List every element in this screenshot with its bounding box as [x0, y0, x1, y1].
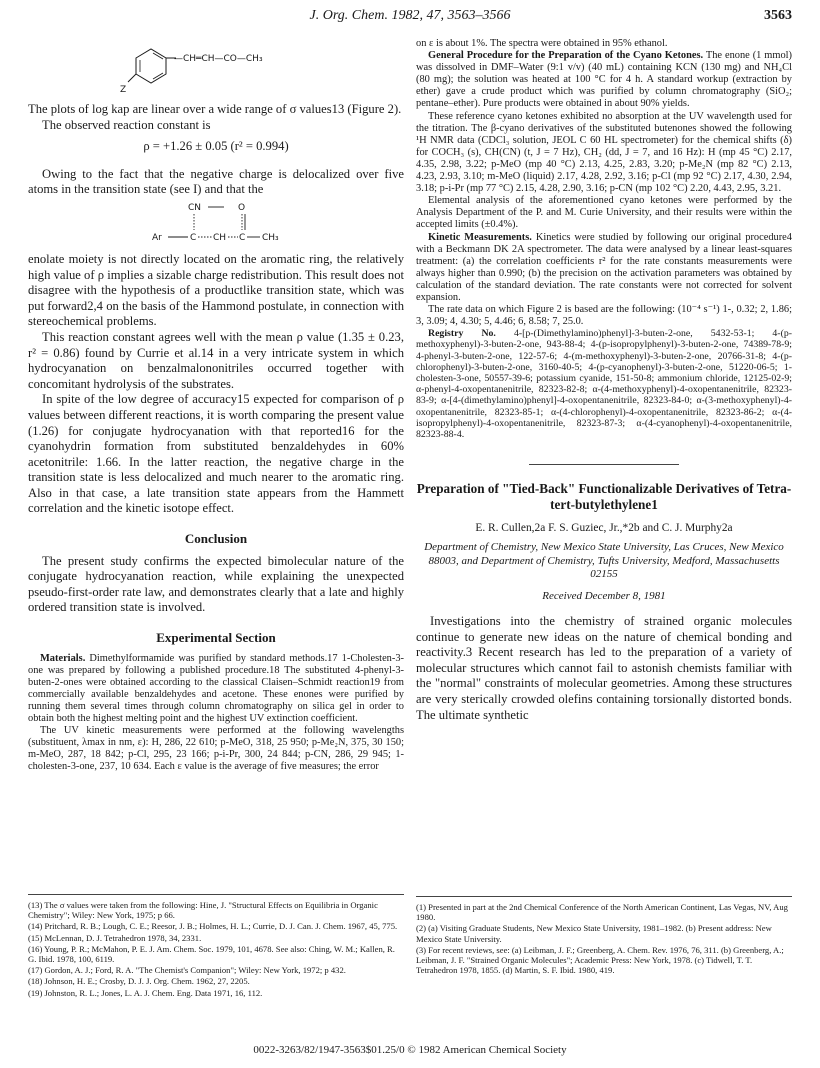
materials-paragraph [28, 653, 404, 726]
aryl-label: Ar [152, 232, 162, 243]
article-divider [529, 464, 679, 465]
article-authors: E. R. Cullen,2a F. S. Guziec, Jr.,*2b and C. J. Murphy2a [475, 522, 733, 535]
kinetic-paragraph [416, 232, 792, 305]
paragraph: Owing to the fact that the negative charge is delocalized over five atoms in the transition state (see I) and that the [28, 166, 404, 197]
footnotes-right [416, 896, 792, 976]
paragraph-text: Kinetics were studied by following our original procedure4 with a Beckmann DK 2A spectrometer. The data were analysed by a linear least-squares treatment: (a) the correlation coefficients r² for the rate constants measurements were always higher than 0.990; (b) the precision on the activation parameters was obtained by calculation of the standard deviation. The rate constants were not corrected for solvent expansion. [416, 231, 792, 303]
paragraph-text: 4-[p-(Dimethylamino)phenyl]-3-buten-2-one, 5432-53-1; 4-(p-methoxyphenyl)-3-buten-2-one, 943-88-4; 4-(p-isopropylphenyl)-3-buten-2-one, 74389-78-9; 4-phenyl-3-buten-2-one, 122-57-6; 4-(m-methoxyphenyl)-3-buten-2-one, 20766-31-8; 4-(p-chlorophenyl)-3-buten-2-one, 3160-40-5; 4-(p-cyanophenyl)-3-buten-2-one, 51220-06-5; 1-cholesten-3-one, 50557-39-6; potassium cyanide, 151-50-8; ammonium chloride, 12125-02-9; α-phenyl-4-oxopentanenitrile, 82323-82-8; α-(4-methoxyphenyl)-4-oxopentanenitrile, 82323-83-9; α-[4-(dimethylamino)phenyl]-4-oxopentanenitrile, 82323-84-0; α-(3-methoxyphenyl)-4-oxopentanenitrile, 82323-85-1; α-(4-chlorophenyl)-4-oxopentanenitrile, 82323-86-2; α-(4-isopropylphenyl)-4-oxopentanenitrile, 82323-87-3; α-(4-cyanophenyl)-4-oxopentanenitrile, 82323-88-4. [416, 328, 792, 441]
right-column [416, 38, 792, 723]
footnote: (1) Presented in part at the 2nd Chemical Conference of the North American Continent, Las Vegas, NV, Aug 1980. [416, 902, 788, 923]
uv-paragraph: The UV kinetic measurements were performed at the following wavelengths (substituent, λmax in nm, ε): H, 286, 22 610; p-MeO, 318, 25 950; p-Me₂N, 375, 30 150; m-MeO, 287, 18 842; p-Cl, 295, 23 166; p-i-Pr, 300, 24 844; p-CN, 286, 29 945; 1-cholesten-3-one, 237, 10 634. Each ε value is the average of five measures; the error [28, 725, 404, 773]
left-column [28, 38, 404, 774]
elemental-paragraph: Elemental analysis of the aforementioned cyano ketones were performed by the Analysis Department of the P. and M. Curie University, and their results were within the accepted limits (±0.4%). [416, 195, 792, 231]
run-in-heading: Registry No. [428, 328, 496, 340]
paragraph: on ε is about 1%. The spectra were obtained in 95% ethanol. [416, 38, 668, 49]
run-in-heading: General Procedure for the Preparation of the Cyano Ketones. [428, 50, 704, 62]
running-header [28, 8, 792, 30]
footnote: (19) Johnston, R. L.; Jones, L. A. J. Chem. Eng. Data 1971, 16, 112. [28, 987, 263, 998]
paragraph: enolate moiety is not directly located on the aromatic ring, the relatively high value of ρ implies a sizable charge redistribution. This result does not disagree with the hypothesis of a productlike transition state, which was put forward2,4 on the basis of the Hammond postulate, in connection with stereochemical problems. [28, 251, 404, 329]
ch-label: CH [213, 232, 227, 243]
paragraph-text: Dimethylformamide was purified by standard methods.17 1-Cholesten-3-one was prepared by following a published procedure.18 The substituted 4-phenyl-3-buten-2-ones were obtained according to the classical Claisen–Schmidt reaction19 from commercially available benzaldehydes and acetone. These enones were purified by running them several times through column chromatography on silica gel in order to obtain both the highest melting point and the highest UV extinction coefficient. [28, 652, 404, 725]
rate-data-paragraph: The rate data on which Figure 2 is based are the following: (10⁻⁴ s⁻¹) 1-, 0.32; 2, 1.86; 3, 3.09; 4, 4.30; 5, 4.46; 6, 8.58; 7, 25.0. [416, 304, 792, 328]
equation-rho: ρ = +1.26 ± 0.05 (r² = 0.994) [143, 139, 289, 154]
conclusion-heading: Conclusion [184, 531, 248, 547]
article-affiliation: Department of Chemistry, New Mexico State University, Las Cruces, New Mexico 88003, and Department of Chemistry, Tufts University, Medford, Massachusetts 02155 [424, 541, 784, 580]
nmr-paragraph: These reference cyano ketones exhibited no absorption at the UV wavelength used for the titration. The β-cyano derivatives of the substituted butenones showed the following ¹H NMR data (CDCl₃ solution, JEOL C 60 HL spectrometer) for the chemical shifts (δ) for COCH₃ (s), CH(CN) (t, J = 7 Hz), CH₂ (dd, J = 7, and 16 Hz): H (mp 45 °C) 2.17, 4.35, 2.98, 3.22; p-MeO (mp 40 °C) 2.13, 4.25, 2.83, 3.20; p-Me₂N (mp 82 °C) 2.13, 4.23, 2.93, 3.10; m-MeO (liquid) 2.17, 4.28, 2.92, 3.16; p-Cl (mp 92 °C) 2.17, 4.30, 2.94, 3.18; p-i-Pr (mp 77 °C) 2.15, 4.28, 2.90, 3.16; p-CN (mp 102 °C) 2.20, 4.43, 2.95, 3.21. [416, 110, 792, 195]
intro-paragraph: Investigations into the chemistry of strained organic molecules continue to generate new ideas on the nature of chemical bonding and reactivity.3 Recent research has led to the preparation of a variety of molecular structures which cannot fail to astonish chemists familiar with the "normal" constraints of molecular geometries. Among these structures are very sterically crowded olefins containing torsionally distorted bonds. The ultimate synthetic [416, 614, 792, 722]
article-title: Preparation of "Tied-Back" Functionalizable Derivatives of Tetra-tert-butylethylene1 [416, 481, 792, 513]
carbon-label: C [190, 232, 197, 243]
cn-label: CN [188, 202, 202, 213]
oxygen-label: O [238, 202, 246, 213]
z-substituent-label: Z [120, 85, 127, 95]
footnote: (15) McLennan, D. J. Tetrahedron 1978, 34, 2331. [28, 932, 202, 943]
styrylketone-structure [116, 40, 316, 96]
methyl-label: CH₃ [262, 232, 279, 243]
footnotes-left [28, 894, 404, 999]
page-number: 3563 [764, 8, 792, 23]
run-in-heading: Materials. [40, 652, 86, 664]
conclusion-paragraph: The present study confirms the expected bimolecular nature of the conjugate hydrocyanation reaction, while explaining the unexpected pseudo-first-order rate law, and demonstrates clearly that a late and highly ordered transition state is involved. [28, 553, 404, 615]
paragraph: The observed reaction constant is [42, 117, 211, 132]
journal-citation: J. Org. Chem. 1982, 47, 3563–3566 [309, 8, 511, 23]
paragraph: The plots of log kap are linear over a wide range of σ values13 (Figure 2). [28, 102, 402, 116]
footnote: (14) Pritchard, R. B.; Lough, C. E.; Reesor, J. B.; Holmes, H. L.; Currie, D. J. Can. J. Chem. 1967, 45, 775. [28, 921, 398, 932]
received-date: Received December 8, 1981 [542, 589, 666, 602]
side-chain-label: —CH═CH—CO—CH₃ [174, 54, 263, 64]
experimental-heading: Experimental Section [156, 630, 276, 646]
page-footer: 0022-3263/82/1947-3563$01.25/0 © 1982 American Chemical Society [253, 1044, 567, 1056]
run-in-heading: Kinetic Measurements. [428, 231, 532, 243]
footnote: (2) (a) Visiting Graduate Students, New Mexico State University, 1981–1982. (b) Present address: New Mexico State University. [416, 923, 772, 944]
paragraph: This reaction constant agrees well with the mean ρ value (1.35 ± 0.23, r² = 0.86) found by Currie et al.14 in a very intricate system in which hydrocyanation on benzalmalononitriles occurred together with concomitant hydrolysis of the substrates. [28, 329, 404, 391]
carbonyl-carbon-label: C [239, 232, 246, 243]
footnote: (13) The σ values were taken from the following: Hine, J. "Structural Effects on Equilibria in Organic Chemistry"; Wiley: New York, 1975; p 66. [28, 900, 378, 921]
paragraph-text: The enone (1 mmol) was dissolved in DMF–Water (9:1 v/v) (40 mL) containing KCN (130 mg) and NH₄Cl (80 mg); the solution was heated at 100 °C for 4 h. A standard workup (extraction by ether) gave a crude product which was purified by column chromatography (SiO₂; pentane–ether). Pure products were obtained in about 90% yields. [416, 50, 792, 110]
registry-paragraph [416, 328, 792, 440]
cyano-procedure-paragraph [416, 50, 792, 110]
footnote: (16) Young, P. R.; McMahon, P. E. J. Am. Chem. Soc. 1979, 101, 4678. See also: Ching, W. M.; Kallen, R. G. Ibid. 1978, 100, 6119. [28, 943, 395, 965]
footnote: (18) Johnson, H. E.; Crosby, D. J. J. Org. Chem. 1962, 27, 2205. [28, 976, 250, 987]
transition-state-structure [116, 200, 316, 246]
footnote: (17) Gordon, A. J.; Ford, R. A. "The Chemist's Companion"; Wiley: New York, 1972; p 432. [28, 965, 346, 976]
paragraph: In spite of the low degree of accuracy15 expected for comparison of ρ values between different reactions, it is worth comparing the present value (1.26) for conjugate hydrocyanation with that reported16 for the cyanohydrin formation from substituted benzaldehydes in 60% acetonitrile: 1.66. In the latter reaction, the negative charge in the transition state is less delocalized and much nearer to the aromatic ring. Also in that case, a late transition state appears from the Hammett correlation and the kinetic isotope effect. [28, 392, 404, 516]
footnote: (3) For recent reviews, see: (a) Leibman, J. F.; Greenberg, A. Chem. Rev. 1976, 76, 311. (b) Greenberg, A.; Leibman, J. F. "Strained Organic Molecules"; Academic Press: New York, 1978. (c) Tidwell, T. T. Tetrahedron 1978, 1855. (d) Martin, S. F. Ibid. 1980, 419. [416, 944, 784, 976]
